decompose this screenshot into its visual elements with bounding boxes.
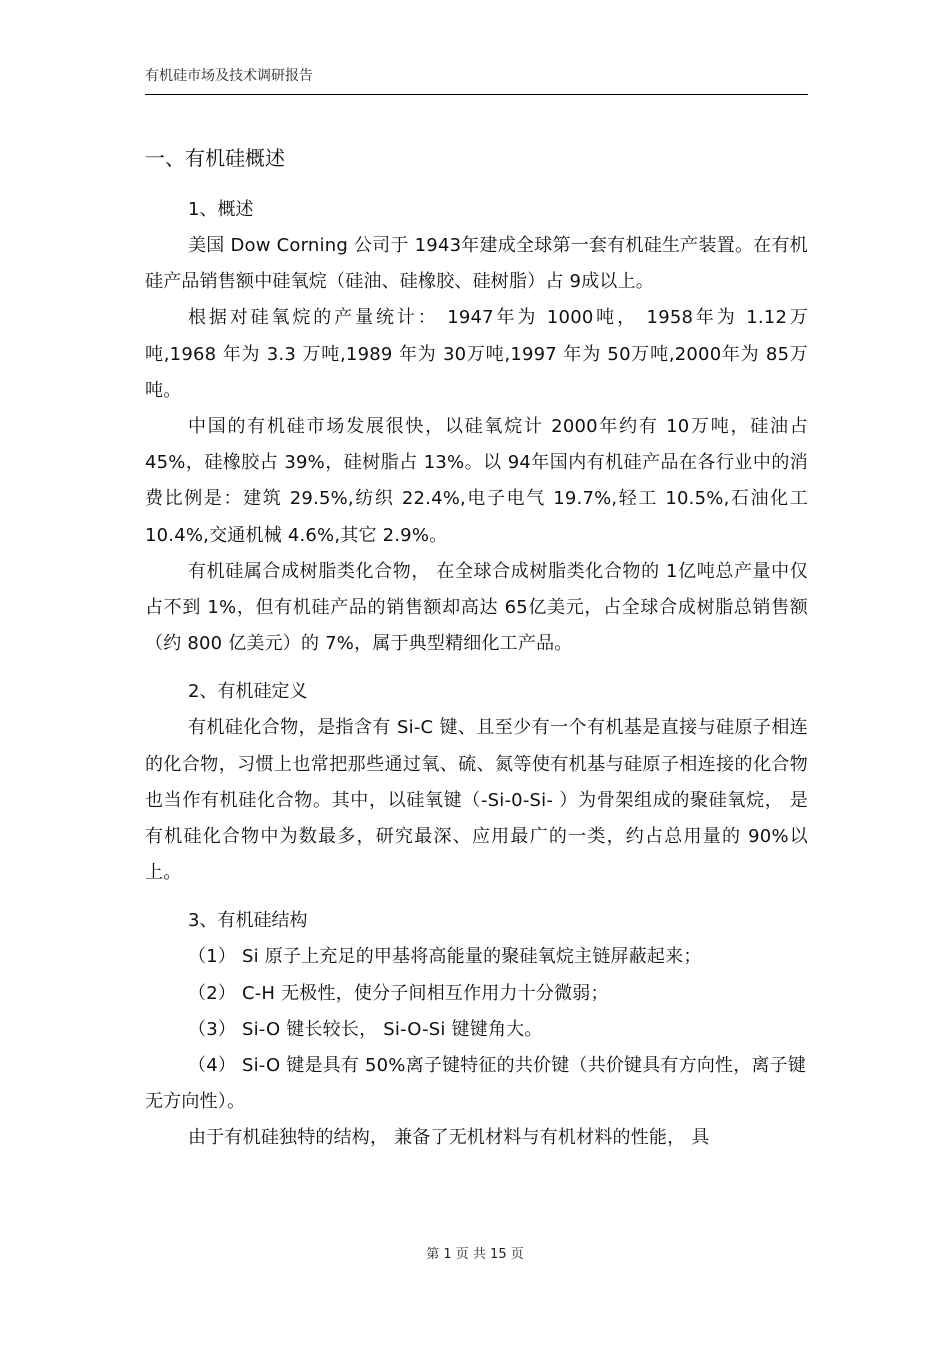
list-item: （2） C-H 无极性，使分子间相互作用力十分微弱； (188, 982, 609, 1004)
paragraph: 由于有机硅独特的结构， 兼备了无机材料与有机材料的性能， 具 (188, 1127, 710, 1149)
page-number: 第 1 页 共 15 页 (426, 1247, 524, 1262)
paragraph: 美国 Dow Corning 公司于 1943年建成全球第一套有机硅生产装置。在有机硅产品销售额中硅氧烷（硅油、硅橡胶、硅树脂）占 9成以上。 (145, 235, 808, 293)
list-item: （4） Si-O 键是具有 50%离子键特征的共价键（共价键具有方向性，离子键无方向性）。 (145, 1055, 807, 1113)
running-header: 有机硅市场及技术调研报告 (145, 68, 313, 84)
list-item: （1） Si 原子上充足的甲基将高能量的聚硅氧烷主链屏蔽起来； (188, 946, 702, 968)
subsection-heading-definition: 2、有机硅定义 (188, 681, 308, 703)
paragraph: 中国的有机硅市场发展很快，以硅氧烷计 2000年约有 10万吨，硅油占 45%，硅橡胶占 39%，硅树脂占 13%。以 94年国内有机硅产品在各行业中的消费比例是：建筑 29.5%,纺织 22.4%,电子电气 19.7%,轻工 10.5%,石油化工 10.4%,交通机械 4.6%,其它 2.9%。 (145, 416, 808, 546)
paragraph: 有机硅属合成树脂类化合物， 在全球合成树脂类化合物的 1亿吨总产量中仅占不到 1%，但有机硅产品的销售额却高达 65亿美元，占全球合成树脂总销售额（约 800 亿美元）的 7%，属于典型精细化工产品。 (145, 560, 808, 655)
paragraph: 根据对硅氧烷的产量统计： 1947年为 1000吨， 1958年为 1.12万吨,1968 年为 3.3 万吨,1989 年为 30万吨,1997 年为 50万吨,2000年为 85万吨。 (145, 307, 808, 401)
page-body (145, 140, 808, 1157)
subsection-heading-overview: 1、概述 (188, 199, 254, 220)
header-divider (145, 94, 808, 95)
paragraph: 有机硅化合物，是指含有 Si-C 键、且至少有一个有机基是直接与硅原子相连的化合物，习惯上也常把那些通过氧、硫、氮等使有机基与硅原子相连接的化合物也当作有机硅化合物。其中，以硅氧键（-Si-0-Si- ）为骨架组成的聚硅氧烷， 是有机硅化合物中为数最多，研究最深、应用最广的一类，约占总用量的 90%以上。 (145, 717, 808, 884)
subsection-heading-structure: 3、有机硅结构 (188, 910, 308, 932)
section-title: 一、有机硅概述 (145, 146, 285, 170)
list-item: （3） Si-O 键长较长， Si-O-Si 键键角大。 (188, 1018, 543, 1040)
